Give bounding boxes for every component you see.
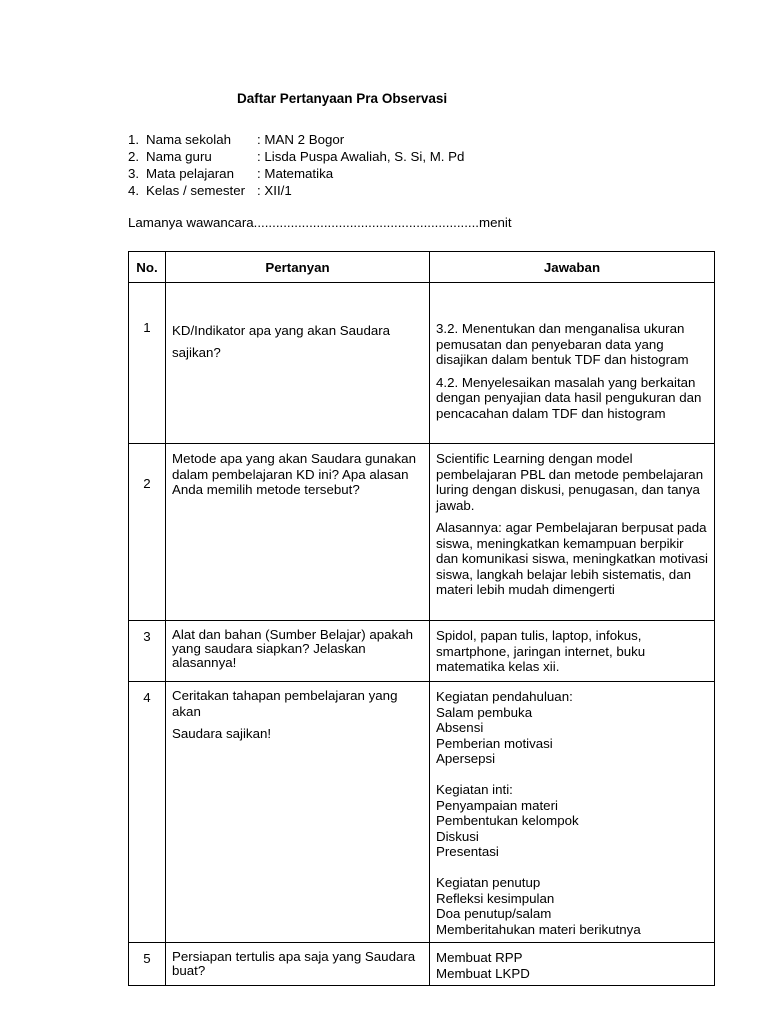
answer-line: Doa penutup/salam <box>436 906 552 921</box>
table-row <box>129 682 715 943</box>
info-label: Nama guru <box>146 149 212 164</box>
table-header-row <box>129 252 715 283</box>
row-number: 3 <box>129 621 166 682</box>
interview-duration: Lamanya wawancara.............................................................menit <box>128 215 512 230</box>
info-label: Mata pelajaran <box>146 166 234 181</box>
table-row <box>129 943 715 986</box>
question-cell: KD/Indikator apa yang akan Saudara sajikan? <box>166 283 430 444</box>
answer-line: Apersepsi <box>436 751 496 766</box>
answer-line: Pembentukan kelompok <box>436 813 579 828</box>
table-row <box>129 444 715 621</box>
question-table <box>128 251 715 986</box>
row-number: 1 <box>129 283 166 444</box>
answer-line: Memberitahukan materi berikutnya <box>436 921 641 937</box>
info-number: 3. <box>128 166 140 181</box>
header-no: No. <box>129 252 166 283</box>
answer-line: Pemberian motivasi <box>436 735 553 751</box>
header-answer: Jawaban <box>430 252 715 283</box>
info-list <box>128 131 464 199</box>
table-row <box>129 283 715 444</box>
answer-line: Membuat RPP <box>436 950 523 965</box>
answer-cell <box>430 682 715 943</box>
info-value: : Matematika <box>257 166 334 181</box>
info-value: : XII/1 <box>257 183 292 198</box>
table-row <box>129 621 715 682</box>
answer-line: Membuat LKPD <box>436 965 530 981</box>
info-value: : MAN 2 Bogor <box>257 132 345 147</box>
answer-line: Kegiatan inti: <box>436 782 513 797</box>
question-cell: Alat dan bahan (Sumber Belajar) apakah yang saudara siapkan? Jelaskan alasannya! <box>166 621 430 682</box>
answer-line: Salam pembuka <box>436 704 533 720</box>
answer-line: Presentasi <box>436 844 499 859</box>
info-label: Nama sekolah <box>146 132 231 147</box>
row-number: 4 <box>129 682 166 943</box>
info-number: 4. <box>128 183 140 198</box>
question-cell: Ceritakan tahapan pembelajaran yang akan Saudara sajikan! <box>166 682 430 943</box>
answer-line: Diskusi <box>436 828 479 844</box>
answer-line: Absensi <box>436 720 484 735</box>
info-number: 1. <box>128 132 140 147</box>
answer-cell: Scientific Learning dengan model pembelajaran PBL dan metode pembelajaran luring dengan diskusi, penugasan, dan tanya jawab. Alasannya: agar Pembelajaran berpusat pada siswa, meningkatkan kemampuan berpikir dan komunikasi siswa, meningkatkan motivasi siswa, langkah belajar lebih sistematis, dan materi lebih mudah dimengerti <box>430 444 715 621</box>
info-row-subject <box>128 165 464 182</box>
answer-line: Kegiatan pendahuluan: <box>436 689 573 704</box>
info-label: Kelas / semester <box>146 183 246 198</box>
info-value: : Lisda Puspa Awaliah, S. Si, M. Pd <box>257 149 465 164</box>
page-title: Daftar Pertanyaan Pra Observasi <box>237 91 448 106</box>
answer-cell <box>430 943 715 986</box>
info-row-teacher <box>128 148 464 165</box>
question-cell: Persiapan tertulis apa saja yang Saudara buat? <box>166 943 430 986</box>
row-number: 2 <box>129 444 166 621</box>
answer-line: Refleksi kesimpulan <box>436 890 555 906</box>
answer-line: Kegiatan penutup <box>436 875 541 890</box>
question-cell: Metode apa yang akan Saudara gunakan dalam pembelajaran KD ini? Apa alasan Anda memilih metode tersebut? <box>166 444 430 621</box>
info-row-school <box>128 131 464 148</box>
row-number: 5 <box>129 943 166 986</box>
header-question: Pertanyan <box>166 252 430 283</box>
answer-cell: 3.2. Menentukan dan menganalisa ukuran pemusatan dan penyebaran data yang disajikan dalam bentuk TDF dan histogram 4.2. Menyelesaikan masalah yang berkaitan dengan penyajian data hasil pengukuran dan pencacahan dalam TDF dan histogram <box>430 283 715 444</box>
answer-cell: Spidol, papan tulis, laptop, infokus, smartphone, jaringan internet, buku matematika kelas xii. <box>430 621 715 682</box>
answer-line: Penyampaian materi <box>436 797 558 813</box>
info-row-class <box>128 182 464 199</box>
info-number: 2. <box>128 149 140 164</box>
